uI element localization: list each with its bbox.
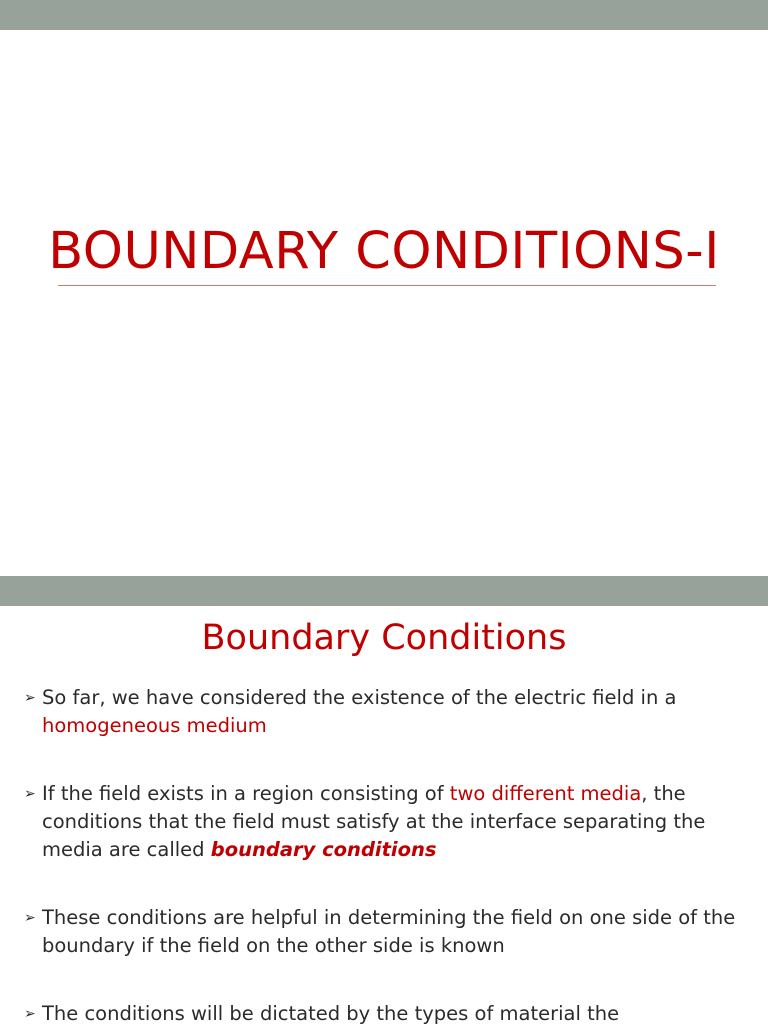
arrow-bullet-icon: ➢ — [24, 1006, 36, 1022]
bullet-text: So far, we have considered the existence of the electric field in a — [42, 686, 677, 709]
highlight-text: homogeneous medium — [42, 714, 267, 737]
bullet-item — [24, 904, 744, 960]
slide-2 — [0, 576, 768, 1024]
highlight-text: two different media — [449, 782, 642, 805]
bullet-item — [24, 780, 744, 864]
arrow-bullet-icon: ➢ — [24, 690, 36, 706]
slide-title: BOUNDARY CONDITIONS-I — [48, 222, 720, 281]
emphasis-text: boundary conditions — [210, 838, 437, 861]
bullet-list — [24, 684, 744, 1024]
slide-top-bar — [0, 0, 768, 30]
arrow-bullet-icon: ➢ — [24, 910, 36, 926]
arrow-bullet-icon: ➢ — [24, 786, 36, 802]
bullet-text: These conditions are helpful in determining the field on one side of the boundary if the field on the other side is known — [42, 906, 736, 957]
slide-top-bar — [0, 576, 768, 606]
bullet-text: The conditions will be dictated by the types of material the — [42, 1002, 620, 1024]
bullet-text: , the conditions that the field must satisfy at the interface separating the media are called — [42, 782, 706, 861]
bullet-item — [24, 1000, 744, 1024]
slide-title: Boundary Conditions — [201, 618, 567, 658]
title-underline — [58, 285, 716, 286]
bullet-item — [24, 684, 744, 740]
bullet-text: If the field exists in a region consisting of — [42, 782, 450, 805]
